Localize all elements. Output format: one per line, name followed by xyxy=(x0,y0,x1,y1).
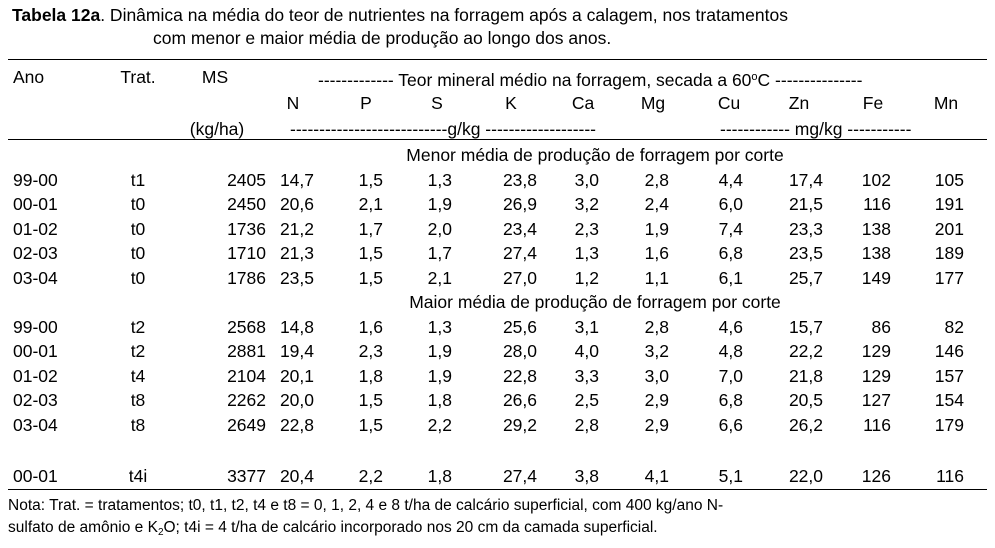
table-row-value-k: 28,0 xyxy=(502,341,537,362)
table-row-value-fe: 102 xyxy=(861,169,891,190)
caption-text-line1: . Dinâmica na média do teor de nutrientes na forragem após a calagem, nos tratamentos xyxy=(100,5,788,25)
table-row-value-fe: 127 xyxy=(861,390,891,411)
table-row-trat: t0 xyxy=(130,268,146,288)
header-nutrient-s: S xyxy=(431,93,443,113)
header-unit-mgkg: ------------ mg/kg ----------- xyxy=(720,119,912,139)
table-row-ms: 1736 xyxy=(227,218,266,239)
table-row-value-cu: 4,4 xyxy=(718,169,743,190)
table-row-ano: 00-01 xyxy=(13,194,58,215)
table-row-value-zn: 22,2 xyxy=(788,341,823,362)
table-row-ano: 99-00 xyxy=(13,169,58,190)
table-row-ms: 2405 xyxy=(227,169,266,190)
table-row-value-mg: 3,2 xyxy=(644,341,669,362)
header-nutrient-cu: Cu xyxy=(717,93,741,113)
table-row-value-n: 22,8 xyxy=(279,415,314,435)
header-ano: Ano xyxy=(13,67,45,87)
table-caption xyxy=(12,4,987,50)
table-row-value-fe: 149 xyxy=(861,268,891,288)
header-ms: MS xyxy=(201,67,229,87)
table-row-value-mn: 189 xyxy=(934,243,964,264)
table-row-value-n: 21,3 xyxy=(279,243,314,264)
table-row-value-s: 1,8 xyxy=(427,390,452,411)
table-row-ms: 2568 xyxy=(227,316,266,337)
table-note xyxy=(8,495,987,544)
header-trat: Trat. xyxy=(120,67,156,87)
table-row-ano: 02-03 xyxy=(13,390,58,411)
table-row-extra-value-ca: 3,8 xyxy=(574,466,599,486)
header-nutrient-p: P xyxy=(360,93,372,113)
header-nutrient-ca: Ca xyxy=(571,93,595,113)
note-line2-post: O; t4i = 4 t/ha de calcário incorporado nos 20 cm da camada superficial. xyxy=(163,519,658,536)
table-row-value-ca: 1,3 xyxy=(574,243,599,264)
table-row-value-n: 19,4 xyxy=(279,341,314,362)
table-row-value-p: 1,8 xyxy=(358,365,383,386)
table-row-value-zn: 26,2 xyxy=(788,415,823,435)
header-nutrient-mn: Mn xyxy=(933,93,959,113)
table-row-value-n: 20,0 xyxy=(279,390,314,411)
caption-label: Tabela 12a xyxy=(12,5,101,25)
table-row-value-s: 2,1 xyxy=(427,268,452,288)
table-row-value-zn: 23,5 xyxy=(788,243,823,264)
table-row-value-mn: 201 xyxy=(934,218,964,239)
table-row-value-zn: 21,5 xyxy=(788,194,823,215)
table-row-value-mg: 1,1 xyxy=(644,268,669,288)
table-row-ms: 1710 xyxy=(227,243,266,264)
table-row-value-mg: 2,9 xyxy=(644,390,669,411)
table-row-ano: 01-02 xyxy=(13,218,58,239)
table-row-extra-value-s: 1,8 xyxy=(427,466,452,486)
note-line2-pre: sulfato de amônio e K xyxy=(8,519,158,536)
table-row-value-ca: 3,3 xyxy=(574,365,599,386)
table-row-value-zn: 17,4 xyxy=(788,169,823,190)
table-row-extra-value-cu: 5,1 xyxy=(718,466,743,486)
table-row-ano: 03-04 xyxy=(13,415,58,435)
table-row-value-k: 23,8 xyxy=(502,169,537,190)
table-bottom-rule xyxy=(8,489,987,490)
table-row-value-ca: 3,1 xyxy=(574,316,599,337)
table-row-ms: 2881 xyxy=(227,341,266,362)
table-row-value-fe: 129 xyxy=(861,341,891,362)
table-row-value-fe: 138 xyxy=(861,218,891,239)
table-row-value-cu: 4,8 xyxy=(718,341,743,362)
table-row-ano: 99-00 xyxy=(13,316,58,337)
header-nutrient-k: K xyxy=(505,93,517,113)
table-row-value-p: 1,6 xyxy=(358,316,383,337)
note-line1: Nota: Trat. = tratamentos; t0, t1, t2, t4 e t8 = 0, 1, 2, 4 e 8 t/ha de calcário superficial, com 400 kg/ano N- xyxy=(8,497,724,514)
table-row-value-mn: 157 xyxy=(934,365,964,386)
table-row-value-fe: 86 xyxy=(871,316,891,337)
table-row-value-mg: 2,9 xyxy=(644,415,669,435)
table-row-value-k: 26,6 xyxy=(502,390,537,411)
table-row-value-p: 1,5 xyxy=(358,243,383,264)
table-row-value-s: 2,2 xyxy=(427,415,452,435)
table-row-value-k: 23,4 xyxy=(502,218,537,239)
table-row-value-s: 1,3 xyxy=(427,316,452,337)
table-row-value-cu: 6,1 xyxy=(718,268,743,288)
header-ms-unit: (kg/ha) xyxy=(189,119,245,139)
table-row-value-mn: 179 xyxy=(934,415,964,435)
table-row-value-zn: 15,7 xyxy=(788,316,823,337)
table-row-value-zn: 25,7 xyxy=(788,268,823,288)
header-nutrient-mg: Mg xyxy=(640,93,666,113)
table-row-extra-value-n: 20,4 xyxy=(279,466,314,486)
header-nutrient-fe: Fe xyxy=(862,93,884,113)
table-row-extra-ms: 3377 xyxy=(227,466,266,486)
table-row-extra-value-p: 2,2 xyxy=(358,466,383,486)
table-row-value-s: 1,3 xyxy=(427,169,452,190)
table-row-extra-ano: 00-01 xyxy=(13,466,58,486)
table-row-value-n: 20,1 xyxy=(279,365,314,386)
header-span-title-post: C --------------- xyxy=(757,70,863,90)
table-row-value-s: 1,9 xyxy=(427,194,452,215)
table-row-value-cu: 7,4 xyxy=(718,218,743,239)
table-row-value-fe: 129 xyxy=(861,365,891,386)
header-nutrient-zn: Zn xyxy=(788,93,810,113)
table-row-value-n: 21,2 xyxy=(279,218,314,239)
caption-text-line2: com menor e maior média de produção ao longo dos anos. xyxy=(153,28,612,48)
table-row-value-cu: 6,8 xyxy=(718,243,743,264)
table-row-value-zn: 21,8 xyxy=(788,365,823,386)
table-row-ano: 01-02 xyxy=(13,365,58,386)
table-row-trat: t1 xyxy=(130,169,146,190)
table-row-ano: 02-03 xyxy=(13,243,58,264)
header-span-title xyxy=(318,66,862,91)
table-row-value-zn: 23,3 xyxy=(788,218,823,239)
table-row-value-mn: 191 xyxy=(934,194,964,215)
table-row-value-mg: 1,9 xyxy=(644,218,669,239)
table-row-value-cu: 6,6 xyxy=(718,415,743,435)
table-row-value-s: 1,9 xyxy=(427,365,452,386)
table-row-extra-value-k: 27,4 xyxy=(502,466,537,486)
table-row-ms: 2104 xyxy=(227,365,266,386)
table-row-value-ca: 2,5 xyxy=(574,390,599,411)
table-row-value-ca: 2,8 xyxy=(574,415,599,435)
table-row-extra-value-mn: 116 xyxy=(936,466,964,486)
table-row-extra-value-mg: 4,1 xyxy=(644,466,669,486)
table-row-extra-trat: t4i xyxy=(128,466,148,486)
table-row-trat: t0 xyxy=(130,218,146,239)
header-span-title-sup: o xyxy=(751,71,758,83)
table-row-ano: 00-01 xyxy=(13,341,58,362)
header-unit-gkg: ---------------------------g/kg ------------------- xyxy=(290,119,597,139)
table-row-value-fe: 138 xyxy=(861,243,891,264)
table-row-trat: t0 xyxy=(130,194,146,215)
table-row-value-fe: 116 xyxy=(863,194,891,215)
table-row-trat: t2 xyxy=(130,316,146,337)
table-row-value-mn: 177 xyxy=(934,268,964,288)
table-row-trat: t0 xyxy=(130,243,146,264)
table-row-value-k: 29,2 xyxy=(502,415,537,435)
table-row-extra-value-fe: 126 xyxy=(861,466,891,486)
table-row-ms: 1786 xyxy=(227,268,266,288)
table-row-value-mg: 1,6 xyxy=(644,243,669,264)
table-row-value-ca: 4,0 xyxy=(574,341,599,362)
top-rule xyxy=(8,59,987,60)
table-row-value-mg: 3,0 xyxy=(644,365,669,386)
section-title-1: Menor média de produção de forragem por corte xyxy=(406,145,784,165)
table-row-value-mg: 2,8 xyxy=(644,316,669,337)
table-row-value-k: 22,8 xyxy=(502,365,537,386)
table-row-value-p: 1,5 xyxy=(358,268,383,288)
table-row-ms: 2262 xyxy=(227,390,266,411)
table-row-value-k: 25,6 xyxy=(502,316,537,337)
table-row-value-p: 2,3 xyxy=(358,341,383,362)
table-row-ano: 03-04 xyxy=(13,268,58,288)
table-row-value-mn: 105 xyxy=(934,169,964,190)
table-row-value-ca: 3,0 xyxy=(574,169,599,190)
header-nutrient-n: N xyxy=(286,93,300,113)
table-row-value-cu: 4,6 xyxy=(718,316,743,337)
table-row-value-p: 1,7 xyxy=(358,218,383,239)
header-span-title-pre: ------------- Teor mineral médio na forragem, secada a 60 xyxy=(318,70,752,90)
table-row-value-p: 2,1 xyxy=(358,194,383,215)
table-row-value-k: 27,4 xyxy=(502,243,537,264)
table-row-value-ca: 3,2 xyxy=(574,194,599,215)
table-row-value-s: 2,0 xyxy=(427,218,452,239)
table-row-value-p: 1,5 xyxy=(358,169,383,190)
table-row-trat: t8 xyxy=(130,415,146,435)
table-row-value-mg: 2,8 xyxy=(644,169,669,190)
table-row-value-cu: 6,0 xyxy=(718,194,743,215)
table-row-trat: t8 xyxy=(130,390,146,411)
table-row-value-fe: 116 xyxy=(863,415,891,435)
table-row-ms: 2649 xyxy=(227,415,266,435)
table-row-value-ca: 1,2 xyxy=(574,268,599,288)
table-row-value-cu: 6,8 xyxy=(718,390,743,411)
table-row-value-mn: 82 xyxy=(944,316,964,337)
table-row-value-mg: 2,4 xyxy=(644,194,669,215)
note-line2-sub: 2 xyxy=(157,527,164,538)
section-title-2: Maior média de produção de forragem por corte xyxy=(409,292,781,312)
table-row-value-n: 14,7 xyxy=(279,169,314,190)
table-row-value-n: 20,6 xyxy=(279,194,314,215)
table-row-value-n: 23,5 xyxy=(279,268,314,288)
table-row-value-n: 14,8 xyxy=(279,316,314,337)
table-row-extra-value-zn: 22,0 xyxy=(788,466,823,486)
table-row-value-s: 1,7 xyxy=(427,243,452,264)
table-row-value-zn: 20,5 xyxy=(788,390,823,411)
table-row-value-mn: 146 xyxy=(934,341,964,362)
table-row-value-k: 27,0 xyxy=(502,268,537,288)
table-row-value-p: 1,5 xyxy=(358,390,383,411)
table-row-value-s: 1,9 xyxy=(427,341,452,362)
table-row-value-p: 1,5 xyxy=(358,415,383,435)
note-line2 xyxy=(8,517,987,544)
table-row-value-k: 26,9 xyxy=(502,194,537,215)
table-row-value-ca: 2,3 xyxy=(574,218,599,239)
table-row-trat: t4 xyxy=(130,365,146,386)
table-row-ms: 2450 xyxy=(227,194,266,215)
table-row-value-cu: 7,0 xyxy=(718,365,743,386)
table-row-value-mn: 154 xyxy=(934,390,964,411)
table-row-trat: t2 xyxy=(130,341,146,362)
